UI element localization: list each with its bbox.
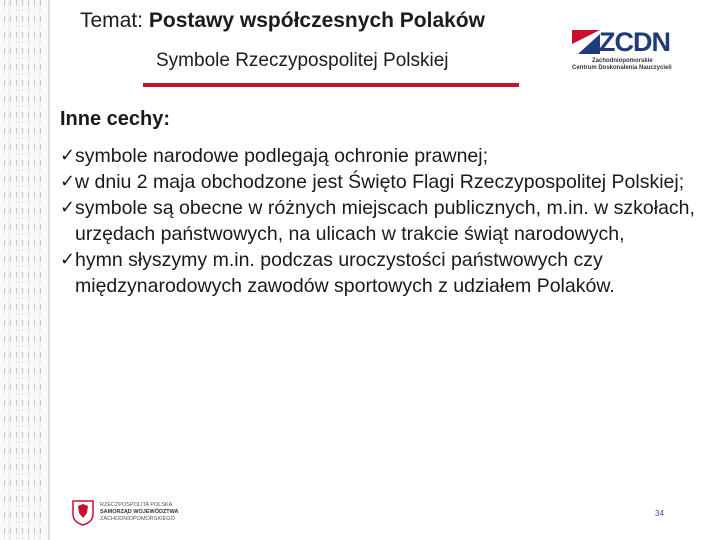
title-underline xyxy=(143,83,519,87)
logo-line1: Zachodniopomorskie xyxy=(592,58,653,64)
logo-line2: Centrum Doskonalenia Nauczycieli xyxy=(572,65,672,71)
page-number: 34 xyxy=(655,509,664,518)
list-item xyxy=(60,169,700,195)
slide-subtitle: Symbole Rzeczypospolitej Polskiej xyxy=(156,50,449,71)
list-item xyxy=(60,247,700,299)
logo-name: ZCDN xyxy=(599,27,670,57)
footer-line2: SAMORZĄD WOJEWÓDZTWA xyxy=(100,509,179,515)
zcdn-mark-icon xyxy=(572,30,600,54)
bullet-text: hymn słyszymy m.in. podczas uroczystości państwowych czy międzynarodowych zawodów sportowych z udziałem Polaków. xyxy=(75,249,615,297)
bullet-text: symbole są obecne w różnych miejscach publicznych, m.in. w szkołach, urzędach państwowych, na ulicach w trakcie świąt narodowych, xyxy=(75,197,695,245)
checkmark-icon: ✓ xyxy=(60,145,76,166)
list-item xyxy=(60,195,700,247)
checkmark-icon: ✓ xyxy=(60,249,76,270)
bullet-list xyxy=(60,143,700,299)
slide-title xyxy=(80,9,485,33)
title-prefix: Temat: xyxy=(80,9,149,32)
title-topic: Postawy współczesnych Polaków xyxy=(148,9,485,32)
footer-logo xyxy=(72,498,192,532)
section-heading: Inne cechy: xyxy=(60,108,171,130)
list-item xyxy=(60,143,700,169)
footer-line3: ZACHODNIOPOMORSKIEGO xyxy=(100,516,175,522)
bullet-text: symbole narodowe podlegają ochronie prawnej; xyxy=(75,145,489,167)
crest-icon xyxy=(72,500,94,526)
decorative-handwriting-strip xyxy=(0,0,50,540)
bullet-text: w dniu 2 maja obchodzone jest Święto Flagi Rzeczypospolitej Polskiej; xyxy=(75,171,685,193)
checkmark-icon: ✓ xyxy=(60,197,76,218)
zcdn-logo xyxy=(572,28,682,78)
checkmark-icon: ✓ xyxy=(60,171,76,192)
footer-line1: RZECZPOSPOLITA POLSKA xyxy=(100,502,173,508)
